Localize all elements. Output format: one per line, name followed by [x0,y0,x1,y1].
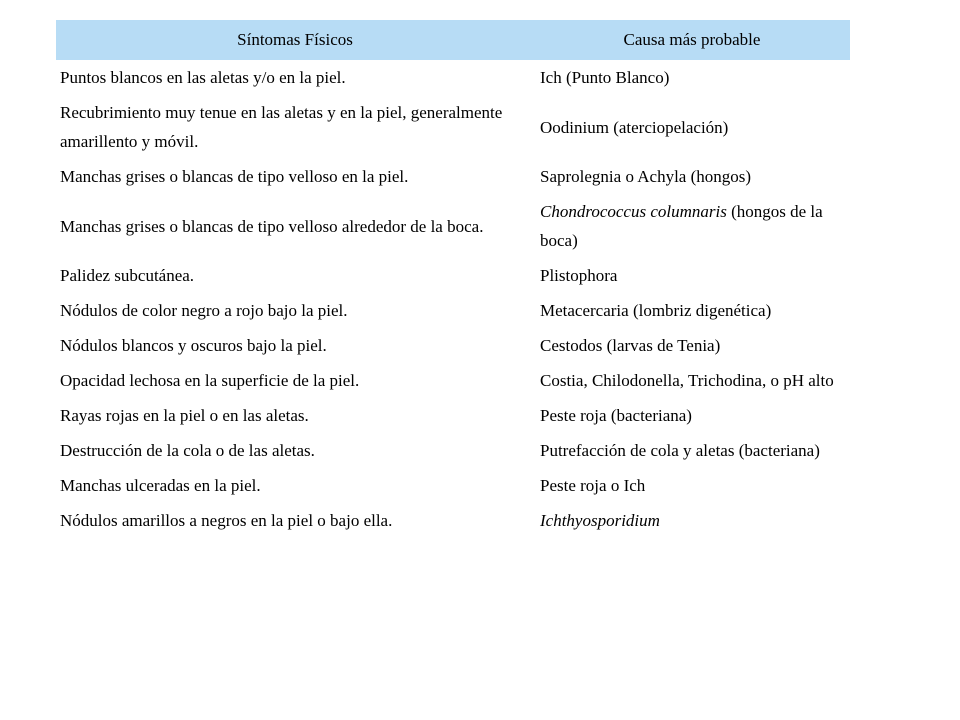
symptom-cell: Manchas grises o blancas de tipo velloso alrededor de la boca. [60,216,484,236]
cause-cell [534,194,850,258]
table-row [56,503,850,538]
symptom-cell: Manchas grises o blancas de tipo velloso en la piel. [60,167,409,186]
symptom-cell: Nódulos de color negro a rojo bajo la piel. [60,301,348,320]
symptom-cell: Nódulos amarillos a negros en la piel o bajo ella. [60,511,393,530]
header-row [56,20,850,60]
symptom-cell: Rayas rojas en la piel o en las aletas. [60,406,309,425]
cause-cell [534,293,850,328]
cause-text: Putrefacción de cola y aletas (bacteriana) [540,441,820,460]
cause-text: (hongos de la boca) [540,202,823,250]
symptom-cell: Manchas ulceradas en la piel. [60,476,261,495]
table-body [56,60,850,538]
table-row [56,60,850,95]
symptom-cell: Destrucción de la cola o de las aletas. [60,441,315,460]
table-row [56,328,850,363]
cause-scientific-name: Ichthyosporidium [540,511,660,530]
header-cause: Causa más probable [534,20,850,60]
symptom-cell: Puntos blancos en las aletas y/o en la piel. [60,68,346,87]
table-row [56,95,850,159]
cause-text: Peste roja o Ich [540,476,646,495]
diagnosis-table [56,20,850,538]
cause-cell [534,363,850,398]
table-header [56,20,850,60]
cause-cell [534,398,850,433]
cause-cell [534,258,850,293]
cause-cell [534,60,850,95]
cause-cell [534,468,850,503]
cause-text: Ich (Punto Blanco) [540,68,670,87]
cause-text: Cestodos (larvas de Tenia) [540,336,721,355]
symptom-cell: Recubrimiento muy tenue en las aletas y en la piel, generalmente amarillento y móvil. [60,103,503,151]
header-symptoms: Síntomas Físicos [56,20,534,60]
table-row [56,468,850,503]
cause-text: Oodinium (aterciopelación) [540,117,729,137]
table-row [56,433,850,468]
cause-cell [534,433,850,468]
cause-text: Plistophora [540,266,618,285]
table-row [56,159,850,194]
table-row [56,293,850,328]
cause-text: Costia, Chilodonella, Trichodina, o pH alto [540,371,834,390]
table-row [56,363,850,398]
cause-text: Metacercaria (lombriz digenética) [540,301,772,320]
table-row [56,398,850,433]
table-row [56,258,850,293]
cause-text: Saprolegnia o Achyla (hongos) [540,167,752,186]
symptom-cell: Opacidad lechosa en la superficie de la piel. [60,371,360,390]
symptom-cell: Palidez subcutánea. [60,266,195,285]
table-row [56,194,850,258]
cause-text: Peste roja (bacteriana) [540,406,692,425]
cause-scientific-name: Chondrococcus columnaris [540,202,727,221]
symptom-cell: Nódulos blancos y oscuros bajo la piel. [60,336,327,355]
cause-cell [534,159,850,194]
cause-cell [534,95,850,159]
diagnosis-table-container [56,20,850,538]
cause-cell [534,503,850,538]
cause-cell [534,328,850,363]
